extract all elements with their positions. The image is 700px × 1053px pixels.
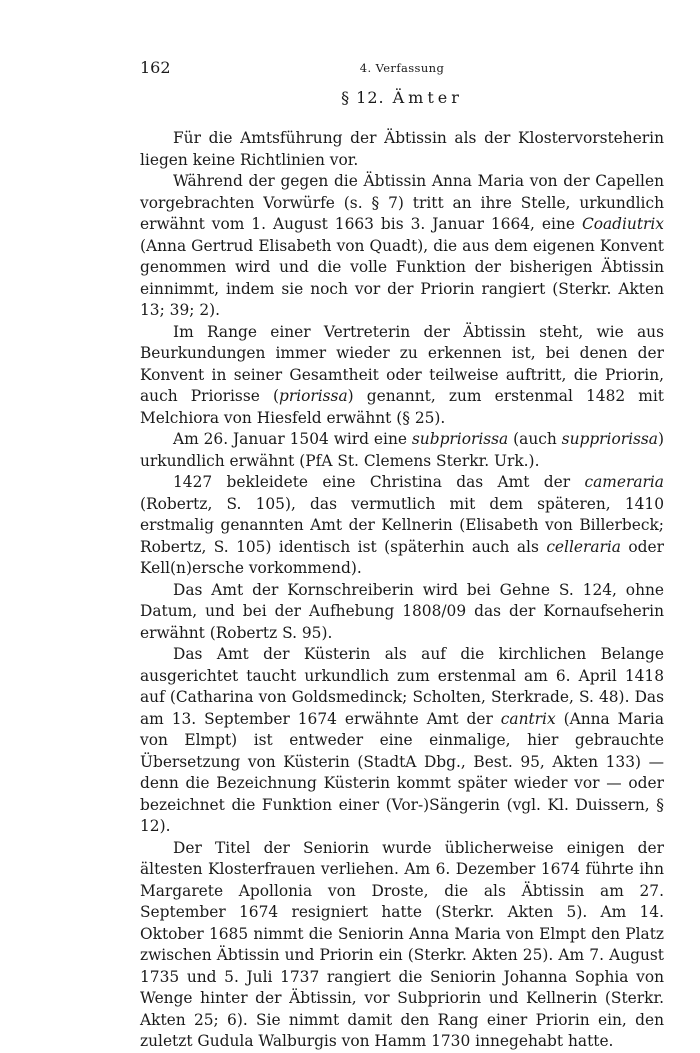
paragraph-8: Der Titel der Seniorin wurde üblicherweise einigen der ältesten Klosterfrauen verliehen. Am 6. Dezember 1674 führte ihn Margarete Apollonia von Droste, die als Äbtissin am 27. September 1674 resigniert hatte (Sterkr. Akten 5). Am 14. Oktober 1685 nimmt die Seniorin Anna Maria von Elmpt den Platz zwischen Äbtissin und Priorin ein (Sterkr. Akten 25). Am 7. August 1735 und 5. Juli 1737 rangiert die Seniorin Johanna Sophia von Wenge hinter der Äbtissin, vor Subpriorin und Kellnerin (Sterkr. Akten 25; 6). Sie nimmt damit den Rang einer Priorin ein, den zuletzt Gudula Walburgis von Hamm 1730 innegehabt hatte. (140, 838, 664, 1050)
paragraph-2-text: Während der gegen die Äbtissin Anna Maria von der Capellen vorgebrachten Vorwürfe (s. § 7) tritt an ihre Stelle, urkundlich erwähnt vom 1. August 1663 bis 3. Januar 1664, eine (140, 172, 664, 233)
term-coadiutrix: Coadiutrix (581, 215, 664, 233)
page-header (140, 58, 664, 80)
paragraph-4-text-cont: ) urkundlich erwähnt (PfA St. Clemens Sterkr. Urk.). (140, 430, 664, 470)
paragraph-4-text: Am 26. Januar 1504 wird eine (173, 430, 412, 448)
paragraph-7 (140, 644, 664, 838)
paragraph-3-text-cont: ) genannt, zum erstenmal 1482 mit Melchiora von Hiesfeld erwähnt (§ 25). (140, 387, 664, 427)
paragraph-5-text: 1427 bekleidete eine Christina das Amt der (173, 473, 585, 491)
paragraph-4-text-mid: (auch (508, 430, 562, 448)
paragraph-4 (140, 429, 664, 472)
paragraph-5-text-cont: oder Kell(n)ersche vorkommend). (140, 537, 664, 577)
paragraph-5 (140, 472, 664, 580)
section-title: Ämter (392, 88, 463, 107)
paragraph-7-text-cont: (Anna Maria von Elmpt) ist entweder eine einmalige, hier gebrauchte Übersetzung von Küsterin (StadtA Dbg., Best. 95, Akten 133) — denn die Bezeichnung Küsterin kommt später wieder vor — oder bezeichnet die Funktion einer (Vor-)Sängerin (vgl. Kl. Duissern, § 12). (140, 709, 665, 835)
page-number: 162 (140, 58, 171, 77)
paragraph-5-text-mid: (Robertz, S. 105), das vermutlich mit dem späteren, 1410 erstmalig genannten Amt der Kellnerin (Elisabeth von Billerbeck; Robertz, S. 105) identisch ist (späterhin auch als (140, 494, 664, 556)
paragraph-7-text: Das Amt der Küsterin als auf die kirchlichen Belange ausgerichtet taucht urkundlich zum erstenmal am 6. April 1418 auf (Catharina von Goldsmedinck; Scholten, Sterkrade, S. 48). Das am 13. September 1674 erwähnte Amt der (140, 645, 664, 728)
body-text (140, 128, 664, 1053)
paragraph-3 (140, 322, 664, 430)
paragraph-3-text: Im Range einer Vertreterin der Äbtissin steht, wie aus Beurkundungen immer wieder zu erkennen ist, bei denen der Konvent in seiner Gesamtheit oder teilweise auftritt, die Priorin, auch Priorisse ( (140, 322, 664, 405)
paragraph-1: Für die Amtsführung der Äbtissin als der Klostervorsteherin liegen keine Richtlinien vor. (140, 129, 664, 169)
term-suppriorissa: suppriorissa (561, 430, 658, 448)
term-cantrix: cantrix (500, 709, 556, 728)
term-priorissa: priorissa (278, 387, 348, 405)
running-head: 4. Verfassung (359, 61, 445, 75)
term-celleraria: celleraria (546, 537, 621, 556)
paragraph-6: Das Amt der Kornschreiberin wird bei Gehne S. 124, ohne Datum, und bei der Aufhebung 1808/09 das der Kornaufseherin erwähnt (Robertz S. 95). (140, 580, 664, 642)
paragraph-2-text-cont: (Anna Gertrud Elisabeth von Quadt), die aus dem eigenen Konvent genommen wird und die volle Funktion der bisherigen Äbtissin einnimmt, indem sie noch vor der Priorin rangiert (Sterkr. Akten 13; 39; 2). (140, 236, 664, 319)
term-subpriorissa: subpriorissa (411, 430, 509, 448)
paragraph-2 (140, 171, 664, 322)
term-cameraria: cameraria (584, 473, 664, 491)
section-heading (140, 88, 664, 107)
section-symbol: § 12. (341, 88, 385, 107)
